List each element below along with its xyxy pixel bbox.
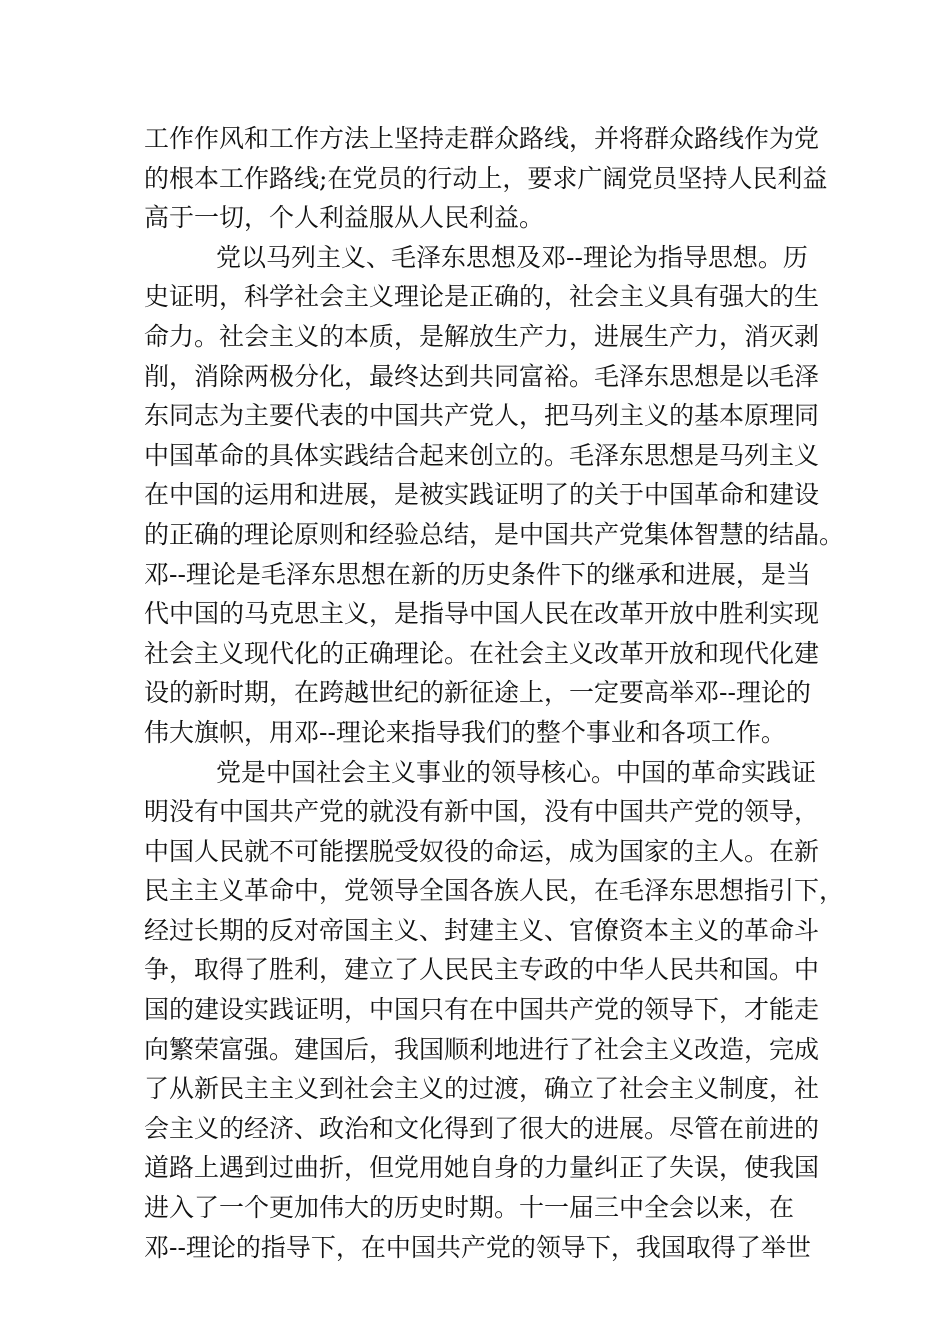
text-line: 史证明，科学社会主义理论是正确的，社会主义具有强大的生 — [144, 282, 820, 312]
text-line: 社会主义现代化的正确理论。在社会主义改革开放和现代化建 — [144, 638, 820, 668]
text-line: 高于一切，个人利益服从人民利益。 — [144, 203, 545, 233]
text-line: 经过长期的反对帝国主义、封建主义、官僚资本主义的革命斗 — [144, 915, 820, 945]
paragraph-first-line: 党是中国社会主义事业的领导核心。中国的革命实践证 — [216, 757, 817, 787]
text-line: 邓--理论的指导下，在中国共产党的领导下，我国取得了举世 — [144, 1232, 811, 1262]
text-line: 中国人民就不可能摆脱受奴役的命运，成为国家的主人。在新 — [144, 836, 820, 866]
text-line: 工作作风和工作方法上坚持走群众路线，并将群众路线作为党 — [144, 124, 820, 153]
text-line: 争，取得了胜利，建立了人民民主专政的中华人民共和国。中 — [144, 955, 820, 985]
text-line: 明没有中国共产党的就没有新中国，没有中国共产党的领导， — [144, 797, 820, 827]
text-line: 削，消除两极分化，最终达到共同富裕。毛泽东思想是以毛泽 — [144, 361, 820, 391]
text-line: 中国革命的具体实践结合起来创立的。毛泽东思想是马列主义 — [144, 440, 820, 470]
text-line: 国的建设实践证明，中国只有在中国共产党的领导下，才能走 — [144, 995, 820, 1025]
text-line: 邓--理论是毛泽东思想在新的历史条件下的继承和进展，是当 — [144, 559, 811, 589]
text-line: 道路上遇到过曲折，但党用她自身的力量纠正了失误，使我国 — [144, 1153, 820, 1183]
text-line: 向繁荣富强。建国后，我国顺利地进行了社会主义改造，完成 — [144, 1034, 820, 1064]
text-line: 的正确的理论原则和经验总结，是中国共产党集体智慧的结晶。 — [144, 519, 845, 549]
text-line: 代中国的马克思主义，是指导中国人民在改革开放中胜利实现 — [144, 599, 820, 629]
text-line: 设的新时期，在跨越世纪的新征途上，一定要高举邓--理论的 — [144, 678, 811, 708]
text-line: 东同志为主要代表的中国共产党人，把马列主义的基本原理同 — [144, 401, 820, 431]
text-line: 在中国的运用和进展，是被实践证明了的关于中国革命和建设 — [144, 480, 820, 510]
text-line: 进入了一个更加伟大的历史时期。十一届三中全会以来，在 — [144, 1193, 795, 1223]
paragraph-first-line: 党以马列主义、毛泽东思想及邓--理论为指导思想。历 — [216, 242, 808, 272]
text-line: 的根本工作路线;在党员的行动上，要求广阔党员坚持人民利益 — [144, 163, 828, 193]
body-text — [144, 119, 845, 1267]
text-line: 命力。社会主义的本质，是解放生产力，进展生产力，消灭剥 — [144, 321, 820, 351]
text-line: 民主主义革命中，党领导全国各族人民，在毛泽东思想指引下， — [144, 876, 845, 906]
text-line: 伟大旗帜，用邓--理论来指导我们的整个事业和各项工作。 — [144, 717, 786, 747]
text-line: 了从新民主主义到社会主义的过渡，确立了社会主义制度，社 — [144, 1074, 820, 1104]
text-line: 会主义的经济、政治和文化得到了很大的进展。尽管在前进的 — [144, 1113, 820, 1143]
